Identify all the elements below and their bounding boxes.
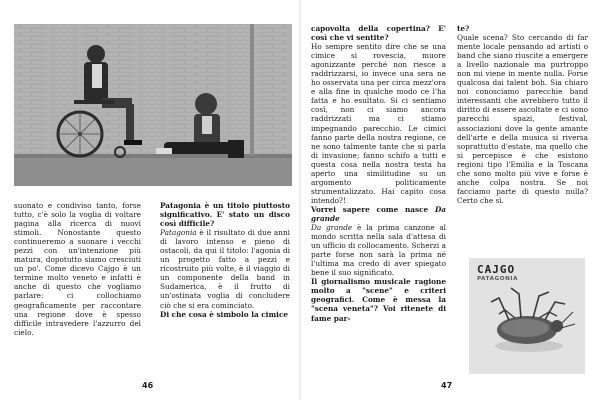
article-column-4 xyxy=(457,24,588,238)
article-column-2 xyxy=(160,201,290,379)
album-cover xyxy=(469,258,585,374)
interview-question: Vorrei sapere come nasce xyxy=(311,204,435,214)
cover-album-title: PATAGONIA xyxy=(477,276,519,282)
interview-question: Di che cosa è simbolo la cimice xyxy=(160,309,289,319)
interview-question: capovolta della copertina? E' così che vi sentite? xyxy=(311,24,446,43)
answer-paragraph: Quale scena? Sto cercando di far mente locale pensando ad artisti o band che siano riuscite a emergere a livello nazionale ma purtroppo non mi viene in mente nulla. Forse qualcosa dai talent boh. Sia chiaro noi conosciamo parecchie band interessanti che avrebbero tutto il diritto di essere ascoltate e ci sono parecchi spazi, festival, associazioni dove la gente amante dell'arte e della musica si riversa soprattutto d'estate, ma quello che si percepisce è che esistono regioni tipo l'Emilia e la Toscana che sono molto più vive e forse è anche colpa nostra. Se noi facciamo parte di questo nulla? Certo che sì. xyxy=(457,33,588,205)
album-title: Patagonia xyxy=(160,228,197,238)
article-column-1 xyxy=(14,201,141,379)
interview-question: Patagonia è un titolo piuttosto significativo. E' stato un disco così difficile? xyxy=(160,201,290,229)
answer-paragraph: è la prima canzone al mondo scritta nella sala d'attesa di un ufficio di collocamento. Scherzi a parte forse non sarà la prima né l'ultima ma credo di aver spiegato bene il suo significato. xyxy=(311,223,446,278)
song-title: Da grande xyxy=(311,223,353,233)
cover-band-name: CAJGO xyxy=(477,263,516,276)
page-number-left: 46 xyxy=(142,381,154,390)
interview-question: te? xyxy=(457,24,470,33)
answer-paragraph: suonato e condiviso tanto, forse tutto, c'è solo la voglia di voltare pagina alla ricerca di nuovi stimoli. Nonostante questo continueremo a suonare i vecchi pezzi con un'intenzione più matura, dopotutto siamo cresciuti un po'. Come dicevo Cajgo è un termine molto veneto e infatti è anche di questo che vogliamo parlare: ci collochiamo geograficamente per raccontare una regione dove è spesso difficile intravedere l'azzurro del cielo. xyxy=(14,201,141,337)
answer-paragraph: è il risultato di due anni di lavoro intenso e pieno di ostacoli, da qui il titolo: l'agonia di un progetto fatto a pezzi e ricostruito più volte, è il viaggio di un componente della band in Sudamerica, è il frutto di un'ostinata voglia di concludere ciò che si era cominciato. xyxy=(160,228,290,310)
page-number-right: 47 xyxy=(441,381,453,390)
article-column-3 xyxy=(311,24,446,380)
band-photo xyxy=(14,24,292,186)
band-photo-two-men-brick-wall-icon xyxy=(14,24,292,186)
answer-paragraph: Ho sempre sentito dire che se una cimice si rovescia, muore agonizzante perché non riesce a raddrizzarsi, io invece una sera ne ho osservata una per circa mezz'ora e alla fine in qualche modo ce l'ha fatta e ho esultato. Si ci sentiamo così, non ci siamo ancora raddrizzati ma ci stiamo impegnando parecchio. Le cimici fanno parte della nostra regione, ce ne sono talmente tante che si parla di invasione; fanno schifo a tutti e questa cosa nella nostra testa ha aperto una similitudine su un argomento politicamente strumentalizzato. Hai capito cosa intendo?! xyxy=(311,42,446,205)
right-page xyxy=(300,0,600,400)
song-title: Da grande xyxy=(311,204,446,223)
interview-question: Il giornalismo musicale ragione molto a "scene" e criteri geografici. Come è messa la "scena veneta"? Voi ritenete di fame par- xyxy=(311,277,446,323)
